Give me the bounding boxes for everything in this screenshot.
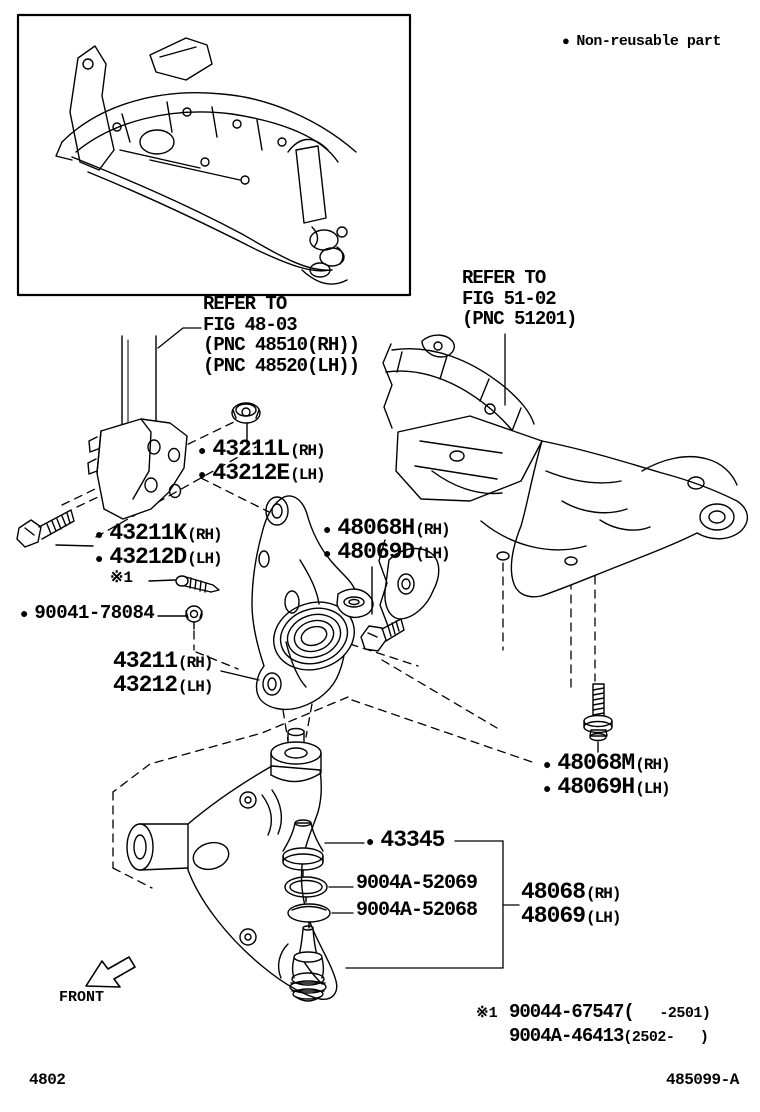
footnote-substitution [476,1000,710,1048]
non-reusable-dot: ● [543,758,552,774]
non-reusable-dot: ● [543,782,552,798]
part-number: 9004A-52068 [356,899,478,922]
figure-code: 4802 [29,1071,66,1089]
part-number: 48069 [521,903,586,929]
side-indicator: (LH) [290,466,325,484]
note-line: REFER TO [203,293,287,315]
strut-bolt-drawing [17,510,93,547]
part-number: 9004A-46413 [509,1025,624,1047]
label-plate [356,899,477,923]
non-reusable-dot: ● [198,444,207,460]
front-crossmember-drawing [379,335,747,626]
front-arrow-icon [86,957,135,987]
side-indicator: (LH) [187,550,222,568]
part-number: 43211L [212,436,290,462]
part-number: 48069H [557,774,635,800]
part-number: 48068H [337,515,415,541]
non-reusable-dot: ● [366,835,375,851]
label-lower-arm [521,880,620,928]
part-number: 9004A-52069 [356,872,478,895]
star-marker: ※1 [476,1005,498,1022]
note-line: (PNC 51201) [462,308,577,330]
note-line: FIG 51-02 [462,287,556,310]
note-line: FIG 48-03 [203,313,297,336]
refer-note-fig48-03 [203,294,359,376]
legend-text: Non-reusable part [576,33,721,50]
front-direction-label: FRONT [59,989,105,1006]
non-reusable-dot: ● [20,607,29,623]
knuckle-nut-drawing [158,606,202,629]
star-marker: ※1 [110,569,134,587]
part-number: 90041-78084 [34,602,155,624]
note-line: REFER TO [462,267,546,289]
side-indicator: (LH) [586,909,621,927]
part-number: 90044-67547( [509,1001,634,1023]
label-arm-rear-bolt [543,751,670,799]
non-reusable-dot: ● [95,528,104,544]
non-reusable-legend [562,33,721,50]
label-knuckle [113,649,212,697]
date-range: (2502- ) [623,1029,709,1046]
part-number: 48069D [337,539,415,565]
part-number: 43212D [109,544,187,570]
drawing-code: 485099-A [666,1071,739,1089]
side-indicator: (RH) [415,521,450,539]
part-number: 43211K [109,520,187,546]
non-reusable-dot: ● [562,34,570,49]
label-ball-joint-cover [366,828,444,852]
note-line: (PNC 48510(RH)) [203,334,360,356]
side-indicator: (RH) [586,885,621,903]
part-number: 48068 [521,879,586,905]
label-strut-nut [198,437,325,485]
part-number: 43212 [113,672,178,698]
non-reusable-dot: ● [323,523,332,539]
label-strut-bolt [95,521,222,569]
strut-tube-bracket-drawing [88,336,187,519]
part-number: 43211 [113,648,178,674]
note-line: (PNC 48520(LH)) [203,354,360,377]
label-snap-ring [356,872,477,896]
date-range: -2501) [633,1005,711,1022]
side-indicator: (RH) [187,526,222,544]
label-knuckle-nut [20,601,154,625]
side-indicator: (RH) [635,756,670,774]
non-reusable-dot: ● [198,468,207,484]
non-reusable-dot: ● [323,547,332,563]
side-indicator: (LH) [178,678,213,696]
non-reusable-dot: ● [95,552,104,568]
side-indicator: (LH) [635,780,670,798]
part-number: 43212E [212,460,290,486]
arm-rear-bolt-drawing [584,684,612,752]
side-indicator: (LH) [415,545,450,563]
side-indicator: (RH) [178,654,213,672]
refer-note-fig51-02 [462,268,576,330]
inset-thumbnail [18,15,410,295]
star-bolt-drawing [149,576,219,592]
label-arm-front-bolt [323,516,450,564]
part-number: 48068M [557,750,635,776]
part-number: 43345 [380,827,445,853]
side-indicator: (RH) [290,442,325,460]
